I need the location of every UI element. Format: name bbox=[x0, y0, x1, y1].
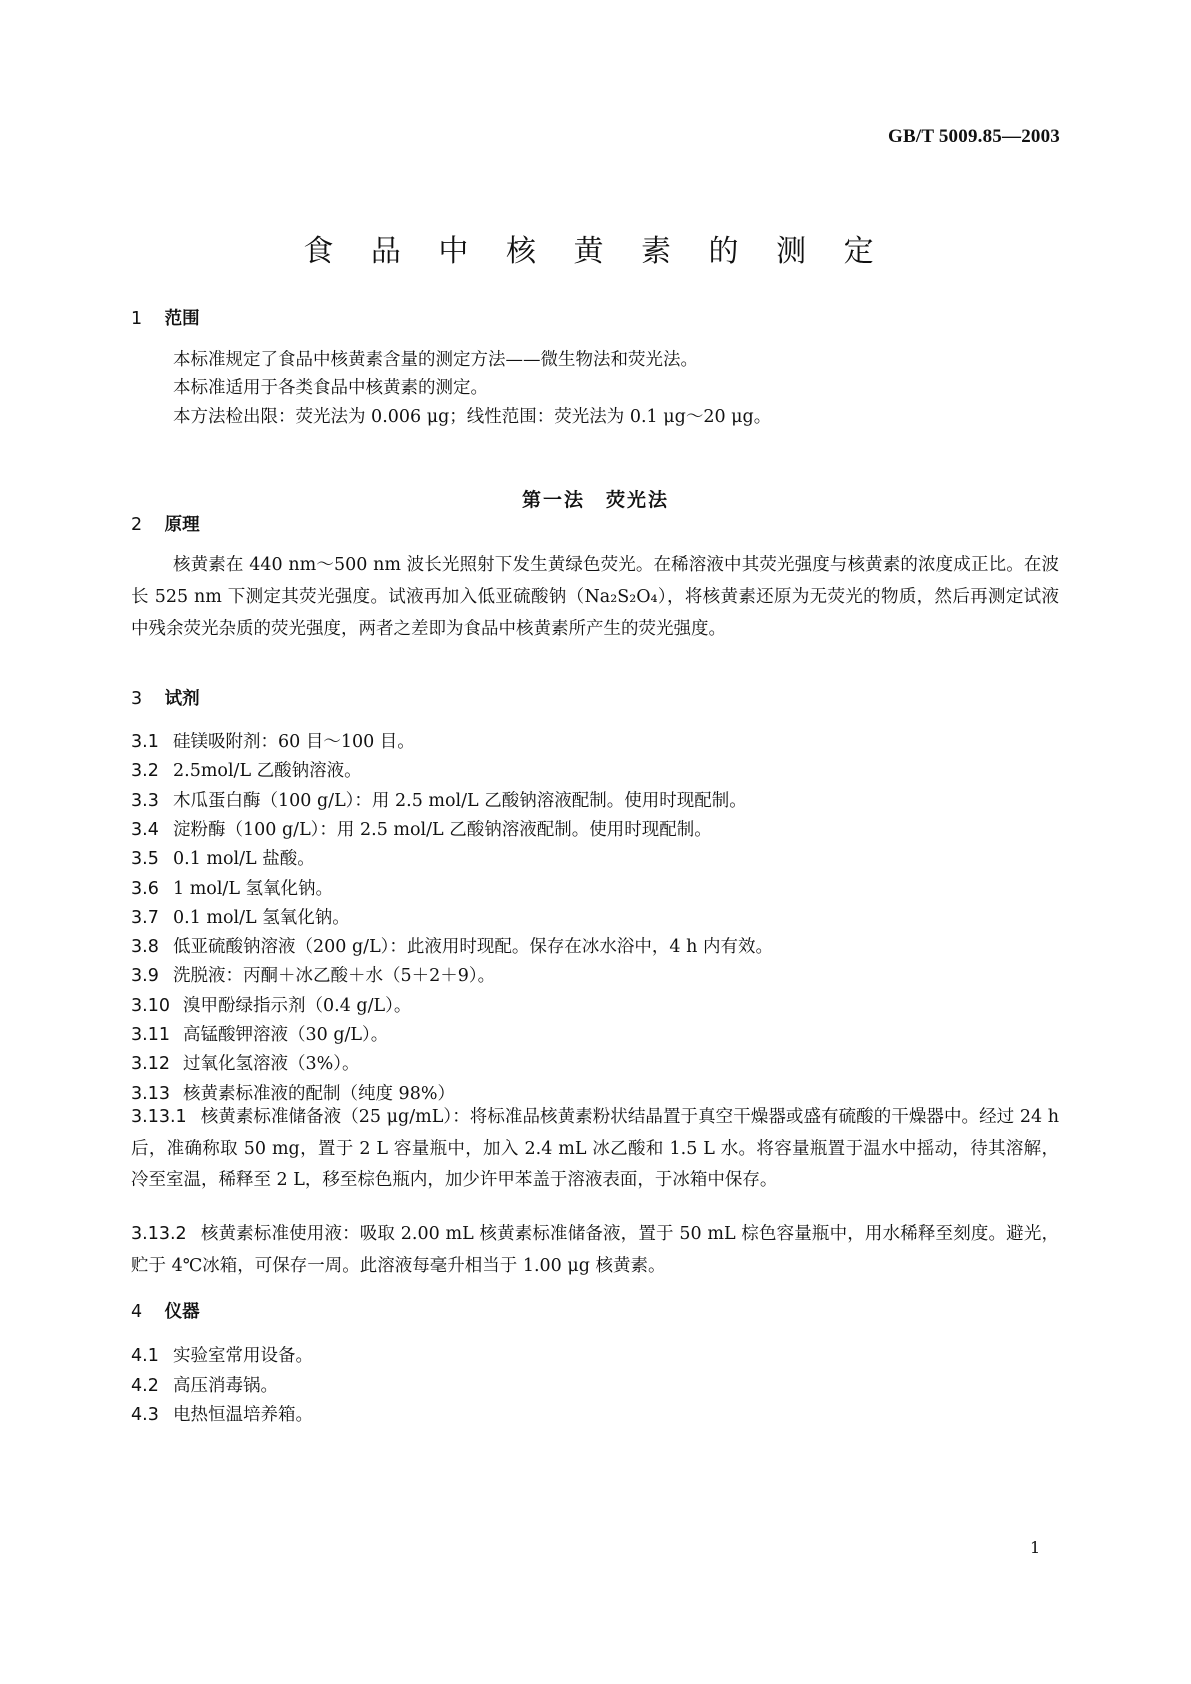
reagent-item bbox=[131, 845, 315, 870]
section-heading-principle bbox=[131, 511, 200, 536]
reagent-item bbox=[131, 992, 411, 1017]
reagent-item bbox=[131, 787, 747, 812]
section-heading-instruments bbox=[131, 1298, 200, 1323]
reagent-item bbox=[131, 757, 362, 782]
reagent-item bbox=[131, 962, 495, 987]
item-number: 3.12 bbox=[131, 1054, 170, 1075]
item-number: 4.2 bbox=[131, 1375, 159, 1396]
scope-paragraph: 本标准适用于各类食品中核黄素的测定。 bbox=[173, 378, 488, 398]
reagent-item bbox=[131, 933, 773, 958]
item-number: 3.13 bbox=[131, 1083, 170, 1104]
item-number: 4.1 bbox=[131, 1346, 159, 1366]
instrument-item bbox=[131, 1372, 278, 1397]
section-title: 原理 bbox=[164, 515, 200, 535]
item-text: 淀粉酶（100 g/L）：用 2.5 mol/L 乙酸钠溶液配制。使用时现配制。 bbox=[173, 819, 712, 840]
item-number: 3.9 bbox=[131, 966, 159, 987]
reagent-subitem bbox=[131, 1102, 1059, 1197]
reagent-item bbox=[131, 904, 350, 929]
method-title: 第一法 荧光法 bbox=[521, 489, 669, 511]
item-number: 3.6 bbox=[131, 878, 159, 899]
item-number: 3.13.1 bbox=[131, 1107, 187, 1127]
item-number: 3.3 bbox=[131, 790, 159, 811]
item-text: 低亚硫酸钠溶液（200 g/L）：此液用时现配。保存在冰水浴中，4 h 内有效。 bbox=[173, 937, 773, 958]
item-text: 溴甲酚绿指示剂（0.4 g/L）。 bbox=[183, 995, 412, 1016]
item-text: 硅镁吸附剂：60 目～100 目。 bbox=[173, 732, 415, 752]
standard-code: GB/T 5009.85—2003 bbox=[888, 126, 1060, 147]
item-text: 过氧化氢溶液（3%）。 bbox=[183, 1054, 360, 1075]
item-number: 3.2 bbox=[131, 761, 159, 782]
section-number: 2 bbox=[131, 515, 143, 535]
item-number: 3.11 bbox=[131, 1025, 170, 1045]
section-number: 3 bbox=[131, 689, 143, 709]
section-title: 仪器 bbox=[164, 1302, 200, 1322]
item-text: 核黄素标准使用液：吸取 2.00 mL 核黄素标准储备液，置于 50 mL 棕色容量瓶中，用水稀释至刻度。避光，贮于 4℃冰箱，可保存一周。此溶液每毫升相当于 1.00 μg 核黄素。 bbox=[131, 1224, 1059, 1276]
document-title: 食 品 中 核 黄 素 的 测 定 bbox=[303, 234, 888, 269]
item-number: 3.4 bbox=[131, 819, 159, 840]
reagent-item bbox=[131, 875, 333, 900]
section-number: 4 bbox=[131, 1302, 143, 1322]
item-text: 高压消毒锅。 bbox=[173, 1375, 278, 1396]
instrument-item bbox=[131, 1401, 313, 1426]
section-title: 试剂 bbox=[164, 689, 200, 709]
section-title: 范围 bbox=[164, 309, 200, 329]
item-text: 0.1 mol/L 盐酸。 bbox=[173, 849, 315, 870]
item-text: 0.1 mol/L 氢氧化钠。 bbox=[173, 907, 350, 928]
item-text: 洗脱液：丙酮＋冰乙酸＋水（5＋2＋9）。 bbox=[173, 966, 496, 987]
reagent-item bbox=[131, 1080, 455, 1105]
section-heading-reagents bbox=[131, 685, 200, 710]
section-number: 1 bbox=[131, 309, 143, 329]
item-text: 2.5mol/L 乙酸钠溶液。 bbox=[173, 761, 362, 782]
principle-paragraph: 核黄素在 440 nm～500 nm 波长光照射下发生黄绿色荧光。在稀溶液中其荧光强度与核黄素的浓度成正比。在波长 525 nm 下测定其荧光强度。试液再加入低亚硫酸钠（Na₂S₂O₄），将核黄素还原为无荧光的物质，然后再测定试液中残余荧光杂质的荧光强度，两者之差即为食品中核黄素所产生的荧光强度。 bbox=[131, 555, 1059, 639]
reagent-item bbox=[131, 816, 712, 841]
reagent-subitem bbox=[131, 1219, 1059, 1282]
item-text: 电热恒温培养箱。 bbox=[173, 1405, 313, 1425]
item-number: 4.3 bbox=[131, 1405, 159, 1425]
item-number: 3.7 bbox=[131, 907, 159, 928]
item-number: 3.5 bbox=[131, 849, 159, 870]
item-text: 核黄素标准液的配制（纯度 98%） bbox=[183, 1083, 455, 1104]
item-number: 3.1 bbox=[131, 732, 159, 752]
item-text: 高锰酸钾溶液（30 g/L）。 bbox=[183, 1025, 389, 1045]
item-text: 核黄素标准储备液（25 μg/mL）：将标准品核黄素粉状结晶置于真空干燥器或盛有硫酸的干燥器中。经过 24 h 后，准确称取 50 mg，置于 2 L 容量瓶中，加入 2.4 mL 冰乙酸和 1.5 L 水。将容量瓶置于温水中摇动，待其溶解，冷至室温，稀释至 2 L，移至棕色瓶内，加少许甲苯盖于溶液表面，于冰箱中保存。 bbox=[131, 1107, 1059, 1190]
item-text: 实验室常用设备。 bbox=[173, 1346, 313, 1366]
page-number: 1 bbox=[1030, 1538, 1041, 1557]
item-number: 3.8 bbox=[131, 937, 159, 958]
instrument-item bbox=[131, 1342, 313, 1367]
scope-paragraph: 本方法检出限：荧光法为 0.006 μg；线性范围：荧光法为 0.1 μg～20 μg。 bbox=[173, 407, 772, 427]
reagent-item bbox=[131, 728, 415, 753]
item-number: 3.10 bbox=[131, 995, 170, 1016]
section-heading-scope bbox=[131, 305, 200, 330]
item-text: 木瓜蛋白酶（100 g/L）：用 2.5 mol/L 乙酸钠溶液配制。使用时现配制。 bbox=[173, 790, 747, 811]
reagent-item bbox=[131, 1021, 388, 1046]
item-text: 1 mol/L 氢氧化钠。 bbox=[173, 878, 334, 899]
item-number: 3.13.2 bbox=[131, 1224, 187, 1244]
scope-paragraph: 本标准规定了食品中核黄素含量的测定方法——微生物法和荧光法。 bbox=[173, 350, 698, 370]
reagent-item bbox=[131, 1050, 360, 1075]
